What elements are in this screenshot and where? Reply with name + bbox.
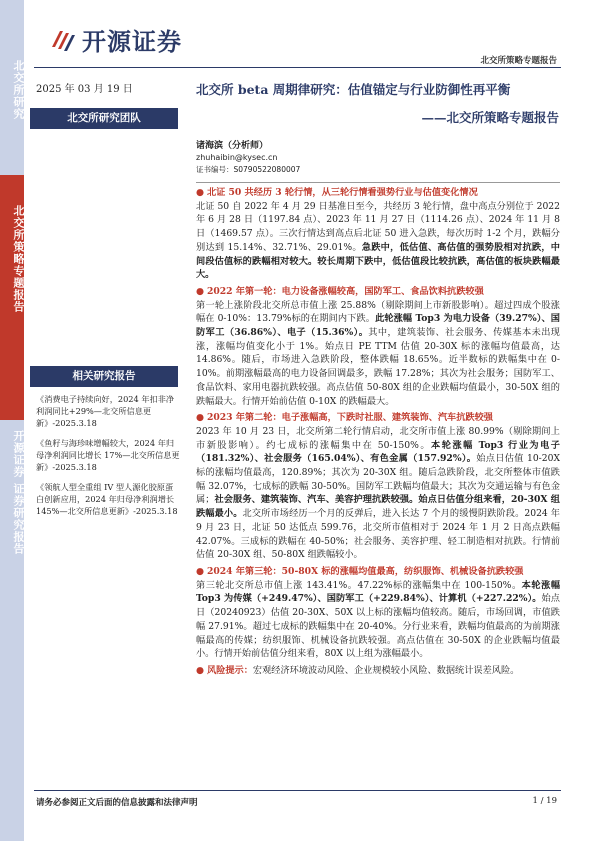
team-label: 北交所研究团队 [30, 108, 178, 129]
section-text: 第一轮上涨阶段北交所总市值上涨 25.88%（剔除期间上市新股影响）。超过四成个股涨幅在 0-10%：13.79%标的在期间内下跌。 [196, 299, 560, 325]
sidebar-bottom-label: 开源证券 证券研究报告 [12, 430, 25, 555]
risk-note [196, 664, 560, 678]
section-bold: 急跌中，低估值、高估值的强势股相对抗跌，中间段估值标的跌幅相对较大。较长周期下跌中，低估值段比较抗跌，高估值的板块跌幅最大。 [196, 241, 560, 281]
section-text: 2023 年 10 月 23 日，北交所第二轮行情启动，北交所市值上涨 80.99%（剔除期间上市新股影响）。约七成标的涨幅集中在 50-150%。 [196, 425, 560, 451]
section-4 [196, 565, 560, 661]
section-bold: 此轮涨幅 Top3 为电力设备（39.27%）、国防军工（36.86%）、电子（15.36%）。 [196, 313, 560, 339]
logo-mark-icon [50, 27, 76, 53]
page-number: 1 / 19 [532, 796, 557, 806]
section-heading: 2023 年第二轮：电子涨幅高，下跌时社服、建筑装饰、汽车抗跌较强 [206, 412, 493, 424]
section-text: 北证 50 自 2022 年 4 月 29 日基准日至今，共经历 3 轮行情，盘中高点分别位于 2022 年 6 月 28 日（1197.84 点）、2023 年 11 月 27 日（1114.26 点）、2024 年 11 月 8 日（1469.57 点）。三次行情达到高点后北证 50 进入急跌，每次历时 1-2 个月，跌幅分别达到 15.14%、32.71%、29.01%。 [196, 200, 560, 253]
report-date: 2025 年 03 月 19 日 [36, 84, 133, 95]
risk-label: 风险提示： [206, 664, 253, 676]
bullet-icon: ● [196, 664, 205, 676]
header-divider [34, 67, 561, 68]
section-text-2: 始点日（20240923）估值 20-30X、50X 以上标的涨幅均值较高。随后，市场回调，市值跌幅 27.91%。超过七成标的跌幅集中在 20-40%。分行业来看，跌幅均值最高的为前期涨幅最高的传媒；纺织服饰、机械设备抗跌较强。高点估值在 30-50X 的企业跌幅均值最小。行情开始前估值分组来看，80X 以上组为涨幅最小。 [196, 593, 560, 660]
section-2 [196, 285, 560, 408]
footer-divider [34, 790, 561, 791]
analyst-name: 诸海滨（分析师） [196, 141, 269, 151]
risk-text: 宏观经济环境波动风险、企业规模较小风险、数据统计误差风险。 [252, 664, 520, 676]
bullet-icon: ● [196, 565, 205, 577]
related-report-item[interactable]: 《领航人型全重组 IV 型人源化胶原蛋白创新应用，2024 年归母净利润增长 145%—北交所信息更新》-2025.3.18 [36, 482, 178, 516]
bullet-icon: ● [196, 187, 205, 198]
analyst-divider [196, 182, 560, 183]
brand-logo [50, 22, 182, 57]
section-bold: 本轮涨幅 Top3 为传媒（+249.47%）、国防军工（+229.84%）、计算机（+227.22%）。 [196, 579, 561, 605]
analyst-cert: 证书编号：S0790522080007 [196, 165, 301, 174]
report-body [196, 186, 560, 681]
bullet-icon: ● [196, 412, 205, 424]
report-title: 北交所 beta 周期律研究：估值锚定与行业防御性再平衡 [196, 82, 511, 97]
section-heading: 2022 年第一轮：电力设备涨幅较高，国防军工、食品饮料抗跌较强 [206, 285, 484, 297]
related-report-item[interactable]: 《消费电子持续向好，2024 年扣非净利润同比+29%—北交所信息更新》-2025.3.18 [36, 394, 175, 428]
section-bold: 本轮涨幅 Top3 行业为电子（181.32%）、社会服务（165.04%）、有色金属（157.92%）。 [196, 439, 560, 465]
footer-disclaimer: 请务必参阅正文后面的信息披露和法律声明 [36, 798, 198, 808]
analyst-email[interactable]: zhuhaibin@kysec.cn [196, 153, 278, 162]
section-text-3: 北交所市场经历一个月的反弹后，进入长达 7 个月的缓慢阴跌阶段。2024 年 9 月 23 日，北证 50 达低点 599.76，北交所市值相对于 2024 年 1 月 2 日高点跌幅 42.07%。三成标的跌幅在 40-50%；社会服务、美容护理、轻工制造相对抗跌。行情前估值 20-30X 组、50-80X 组跌幅较小。 [196, 508, 560, 561]
section-heading: 2024 年第三轮：50-80X 标的涨幅均值最高，纺织服饰、机械设备抗跌较强 [206, 565, 524, 577]
section-heading: 北证 50 共经历 3 轮行情，从三轮行情看强势行业与估值变化情况 [206, 187, 478, 198]
section-1 [196, 186, 560, 282]
bullet-icon: ● [196, 285, 205, 297]
related-reports-list [36, 393, 181, 525]
header-report-type: 北交所策略专题报告 [480, 56, 557, 66]
section-text: 第三轮北交所总市值上涨 143.41%。47.22%标的涨幅集中在 100-150%。 [196, 579, 522, 591]
related-report-item[interactable]: 《鱼籽与海珍味增幅较大，2024 年归母净利润同比增长 17%—北交所信息更新》-2025.3.18 [36, 438, 180, 472]
sidebar-middle-label: 北交所策略专题报告 [12, 205, 25, 313]
report-subtitle: ——北交所策略专题报告 [421, 110, 559, 125]
section-text-2: 其中，建筑装饰、社会服务、传媒基本未出现涨，涨幅均值变化小于 1%。始点日 PE TTM 估值 20-30X 标的涨幅均值最高，达 14.86%。随后，市场进入急跌阶段，整体跌幅 18.65%。近半数标的跌幅集中在 0-10%。前期涨幅最高的电力设备回调最多，跌幅 17.28%；其次为社会服务；国防军工、食品饮料、家用电器抗跌较强。高点估值 50-80X 组的企业跌幅均值最小，30-50X 组的跌幅最大。行情开始前估值 0-10X 的跌幅最大。 [196, 327, 560, 407]
related-reports-heading: 相关研究报告 [30, 366, 178, 387]
sidebar-top-label: 北交所研究 [12, 60, 25, 120]
analyst-info [196, 140, 300, 176]
logo-text: 开源证券 [82, 28, 182, 56]
section-bold-2: 社会服务、建筑装饰、汽车、美容护理抗跌较强。始点日估值分组来看，20-30X 组跌幅最小。 [196, 494, 560, 520]
sidebar [0, 0, 24, 841]
section-3 [196, 411, 560, 562]
section-text-2: 始点日估值 10-20X 标的涨幅均值最高，120.89%；其次为 20-30X 组。随后急跌阶段，北交所整体市值跌幅 32.07%，七成标的跌幅 30-50%。国防军工跌幅均值最大；其次为交通运输与有色金属； [196, 453, 561, 506]
